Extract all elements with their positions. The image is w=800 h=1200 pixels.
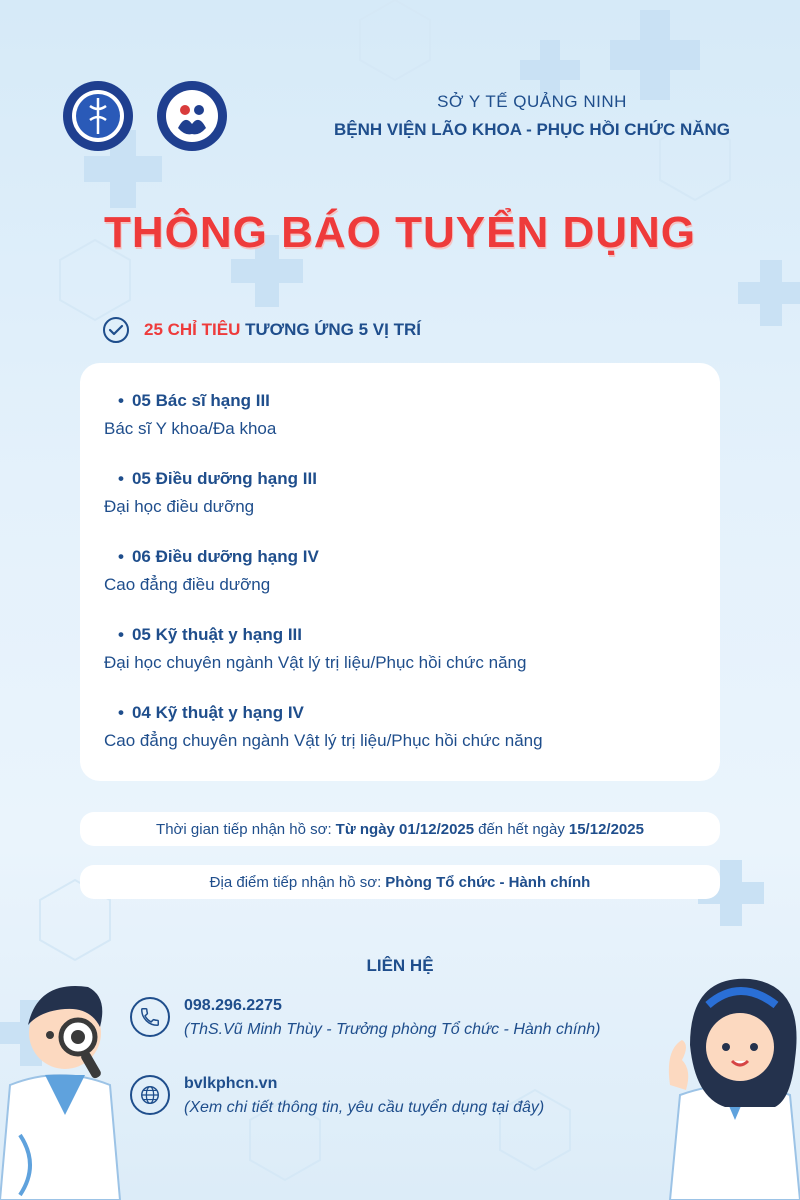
quota-line bbox=[102, 316, 421, 344]
hospital-logo bbox=[156, 80, 228, 152]
position-item bbox=[104, 625, 526, 673]
contact-phone[interactable]: 098.296.2275 bbox=[184, 997, 282, 1014]
bullet-icon: • bbox=[118, 625, 124, 644]
bullet-icon: • bbox=[118, 547, 124, 566]
globe-icon bbox=[130, 1075, 170, 1115]
quota-positions: TƯƠNG ỨNG 5 VỊ TRÍ bbox=[245, 320, 421, 339]
application-time bbox=[80, 812, 720, 846]
position-requirement: Cao đẳng chuyên ngành Vật lý trị liệu/Phục hồi chức năng bbox=[104, 731, 543, 750]
hospital-name: BỆNH VIỆN LÃO KHOA - PHỤC HỒI CHỨC NĂNG bbox=[334, 120, 730, 139]
position-name: 05 Điều dưỡng hạng III bbox=[131, 469, 317, 488]
contact-website-note: (Xem chi tiết thông tin, yêu cầu tuyển dụng tại đây) bbox=[184, 1099, 545, 1116]
organization-header bbox=[334, 92, 730, 140]
health-department-logo bbox=[62, 80, 134, 152]
application-location bbox=[80, 865, 720, 899]
position-item bbox=[104, 703, 543, 751]
poster-title: THÔNG BÁO TUYỂN DỤNG bbox=[104, 208, 696, 257]
position-item bbox=[104, 469, 317, 517]
contact-title: LIÊN HỆ bbox=[366, 956, 434, 975]
bullet-icon: • bbox=[118, 703, 124, 722]
position-name: 05 Kỹ thuật y hạng III bbox=[131, 625, 302, 644]
position-requirement: Bác sĩ Y khoa/Đa khoa bbox=[104, 419, 277, 438]
bullet-icon: • bbox=[118, 391, 124, 410]
check-circle-icon bbox=[102, 316, 130, 344]
position-requirement: Đại học chuyên ngành Vật lý trị liệu/Phục hồi chức năng bbox=[104, 653, 527, 672]
positions-card bbox=[80, 363, 720, 781]
department-name: SỞ Y TẾ QUẢNG NINH bbox=[437, 92, 627, 111]
time-mid: đến hết ngày bbox=[478, 820, 565, 838]
position-name: 04 Kỹ thuật y hạng IV bbox=[131, 703, 304, 722]
time-from: Từ ngày 01/12/2025 bbox=[335, 820, 475, 838]
bullet-icon: • bbox=[118, 469, 124, 488]
location-value: Phòng Tổ chức - Hành chính bbox=[385, 873, 591, 891]
time-to: 15/12/2025 bbox=[568, 820, 644, 838]
position-requirement: Đại học điều dưỡng bbox=[104, 497, 255, 516]
position-item bbox=[104, 391, 276, 439]
quota-count: 25 CHỈ TIÊU bbox=[144, 320, 241, 339]
contact-website[interactable]: bvlkphcn.vn bbox=[184, 1075, 278, 1092]
contact-website-row bbox=[130, 1075, 544, 1117]
position-item bbox=[104, 547, 319, 595]
position-name: 06 Điều dưỡng hạng IV bbox=[131, 547, 319, 566]
female-doctor-waving-illustration bbox=[660, 965, 800, 1200]
doctor-with-magnifier-illustration bbox=[0, 965, 130, 1200]
location-label: Địa điểm tiếp nhận hồ sơ: bbox=[209, 873, 382, 891]
phone-icon bbox=[130, 997, 170, 1037]
time-label: Thời gian tiếp nhận hồ sơ: bbox=[156, 820, 332, 838]
contact-phone-note: (ThS.Vũ Minh Thùy - Trưởng phòng Tổ chức - Hành chính) bbox=[184, 1021, 601, 1038]
position-name: 05 Bác sĩ hạng III bbox=[131, 391, 270, 410]
contact-phone-row bbox=[130, 997, 601, 1039]
position-requirement: Cao đẳng điều dưỡng bbox=[104, 575, 271, 594]
